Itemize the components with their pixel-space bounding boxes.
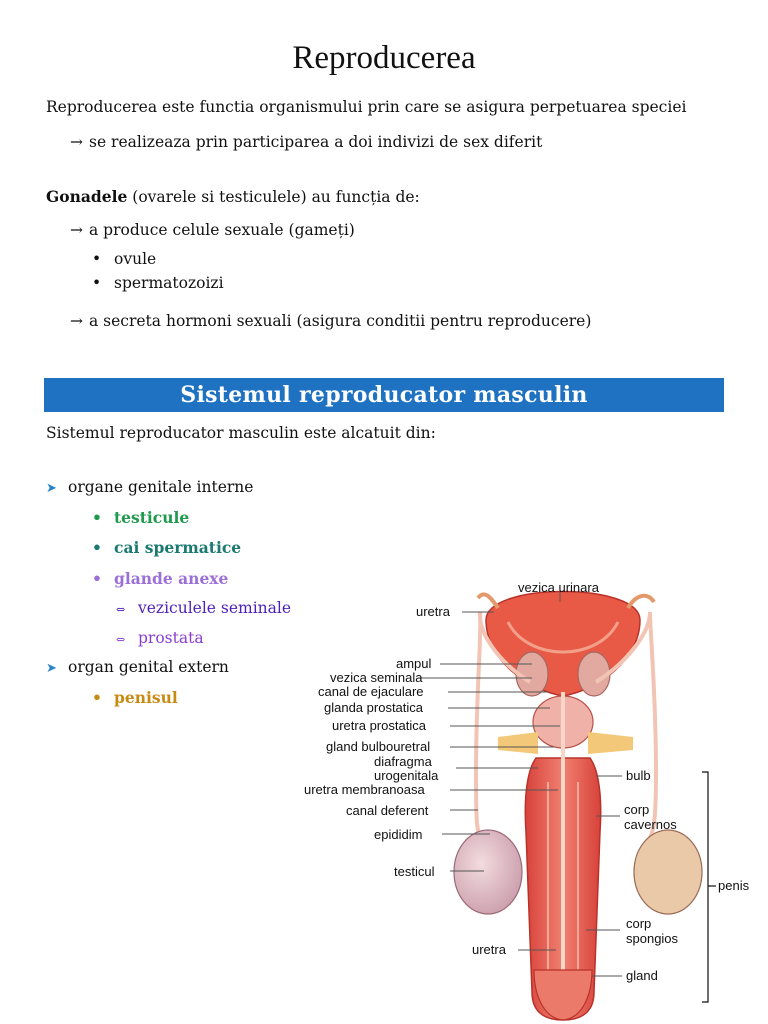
arrow-icon: → (70, 221, 83, 239)
label-spongios: spongios (626, 931, 679, 946)
label-urogenitala: urogenitala (374, 768, 439, 783)
intro-arrow-line: → se realizeaza prin participarea a doi indivizi de sex diferit (70, 133, 543, 151)
label-uretra-prostatica: uretra prostatica (332, 718, 426, 733)
arrow-icon: → (70, 133, 83, 151)
label-uretra-membranoasa: uretra membranoasa (304, 782, 425, 797)
label-diafragma: diafragma (374, 754, 432, 769)
gonads-item-2: → a secreta hormoni sexuali (asigura conditii pentru reproducere) (70, 312, 592, 330)
arrow-icon: → (70, 312, 83, 330)
anatomy-diagram (298, 572, 768, 1024)
list-item: • cai spermatice (92, 538, 242, 557)
chevron-right-icon: ➤ (46, 481, 57, 496)
label-canal-deferent: canal deferent (346, 803, 429, 818)
label-vezica-urinara: vezica urinara (518, 580, 599, 595)
label-cavernos: cavernos (624, 817, 677, 832)
label-corp: corp (624, 802, 650, 817)
page-title: Reproducerea (292, 40, 476, 76)
internal-organs-heading: ➤ organe genitale interne (46, 478, 254, 496)
label-penis: penis (718, 878, 750, 893)
intro-line: Reproducerea este functia organismului prin care se asigura perpetuarea speciei (46, 98, 687, 116)
label-ampul: ampul (396, 656, 432, 671)
label-glanda-prostatica: glanda prostatica (324, 700, 424, 715)
label-corp: corp (626, 916, 652, 931)
testis-shape (454, 830, 522, 914)
label-epididim: epididim (374, 827, 423, 842)
gonads-item-1: → a produce celule sexuale (gameți) (70, 221, 355, 239)
chevron-right-icon: ➤ (46, 661, 57, 676)
label-bulb: bulb (626, 768, 651, 783)
list-item: • glande anexe (92, 569, 229, 588)
section-banner: Sistemul reproducator masculin (44, 378, 724, 412)
testis-shape (634, 830, 702, 914)
list-item: • penisul (92, 688, 178, 707)
label-canal-ejaculare: canal de ejaculare (318, 684, 424, 699)
bladder-shape (486, 592, 640, 697)
bullet-icon: • (92, 274, 102, 292)
label-vezica-seminala: vezica seminala (330, 670, 423, 685)
label-gland-bulbouretral: gland bulbouretral (326, 739, 431, 754)
label-uretra: uretra (416, 604, 450, 619)
external-organ-heading: ➤ organ genital extern (46, 658, 229, 676)
label-gland: gland (626, 968, 658, 983)
gonads-heading: Gonadele (ovarele si testiculele) au funcția de: (46, 187, 420, 206)
label-testicul: testicul (394, 864, 435, 879)
label-uretra: uretra (472, 942, 506, 957)
list-item: • spermatozoizi (92, 274, 224, 292)
list-item: ⇔ prostata (116, 629, 204, 647)
list-item: • testicule (92, 508, 190, 527)
section-intro: Sistemul reproducator masculin este alcatuit din: (46, 424, 436, 442)
list-item: • ovule (92, 250, 157, 268)
list-item: ⇔ veziculele seminale (116, 599, 292, 617)
bullet-icon: • (92, 250, 102, 268)
